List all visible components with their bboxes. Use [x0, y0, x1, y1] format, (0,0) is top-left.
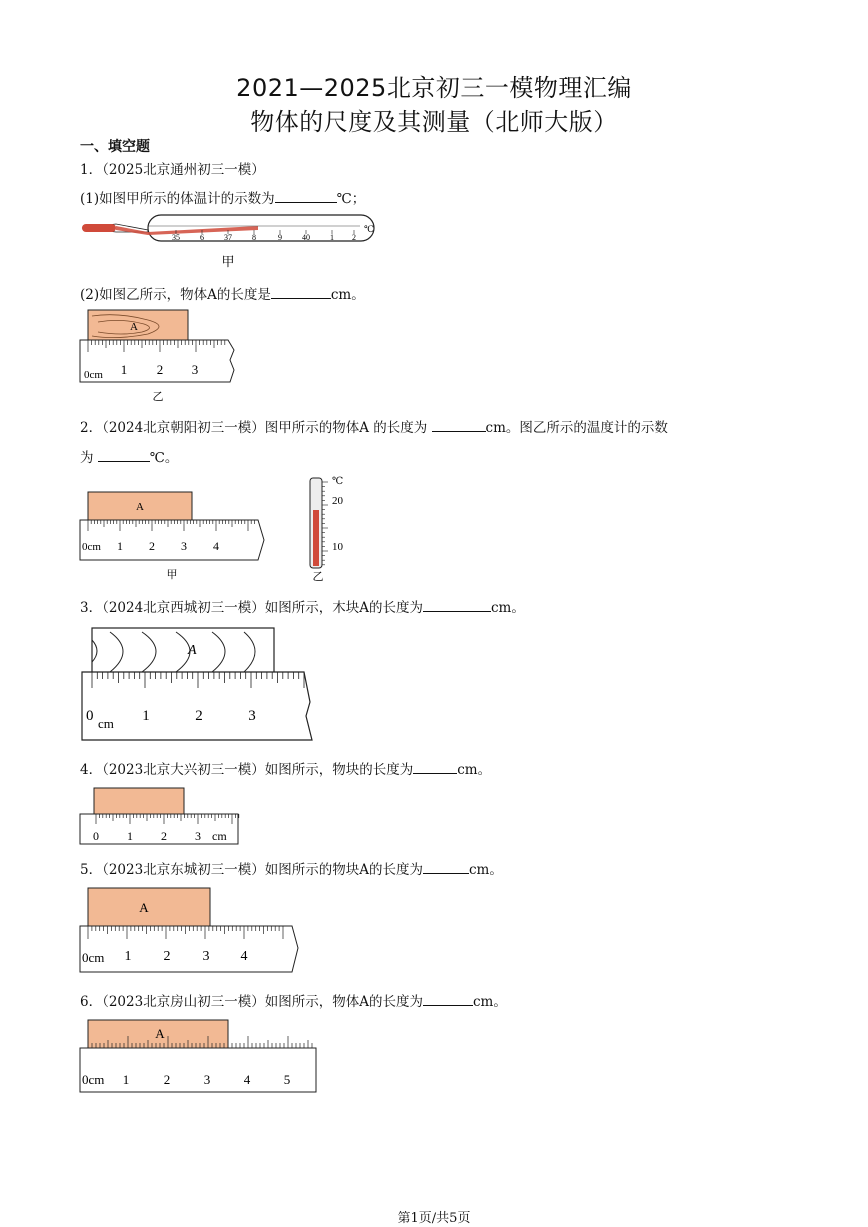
ruler-label: 2 [149, 539, 155, 553]
page-footer: 第1页/共5页 [397, 1211, 471, 1226]
thermo-tick-label: 8 [252, 233, 256, 242]
q6-text: 6．（2023北京房山初三一模）如图所示，物体A的长度为 [80, 994, 423, 1010]
thermo-tick-label: 1 [330, 233, 334, 242]
answer-blank [275, 189, 337, 203]
ruler-label: 4 [240, 949, 248, 964]
thermo-unit: ℃ [332, 476, 344, 487]
q4-ruler-figure [78, 784, 242, 848]
thermo-unit: ℃ [364, 224, 375, 234]
question-3 [80, 596, 525, 616]
ruler-label: 3 [202, 949, 210, 964]
ruler-label: 0cm [82, 1072, 105, 1087]
q3-ruler-figure [80, 626, 320, 744]
block-label: A [130, 321, 138, 333]
answer-blank [423, 992, 473, 1006]
ruler-label: 4 [243, 1072, 251, 1087]
ruler-label: 2 [156, 362, 164, 377]
q1-ruler-figure [78, 306, 238, 402]
ruler-label: 3 [191, 362, 199, 377]
unit-label: ℃； [336, 191, 366, 207]
answer-blank [413, 760, 457, 774]
thermo-tick-label: 37 [224, 233, 232, 242]
thermo-label: 20 [332, 495, 343, 507]
thermometer-liquid [313, 510, 319, 566]
ruler-label: 1 [117, 539, 123, 553]
ruler-label: 0cm [82, 541, 101, 553]
clinical-thermometer-figure [78, 212, 380, 272]
figure-caption: 甲 [166, 569, 178, 581]
ruler-label: 4 [213, 539, 219, 553]
q2-text-cont: cm。图乙所示的温度计的示数 [485, 420, 668, 436]
ruler-label: 2 [161, 829, 167, 843]
q1-part2-text: (2)如图乙所示，物体A的长度是 [80, 287, 271, 303]
question-1-part2 [80, 283, 365, 303]
ruler-label: 0cm [82, 950, 105, 965]
thermo-tick-label: 40 [302, 233, 310, 242]
block [94, 788, 184, 816]
figure-caption: 乙 [312, 571, 324, 583]
thermo-tick-label: 2 [352, 233, 356, 242]
block-label: A [188, 643, 197, 658]
block-label: A [136, 501, 144, 513]
unit-label: cm。 [472, 994, 507, 1010]
thermometer-bulb [82, 224, 116, 232]
ruler-label: 3 [203, 1072, 211, 1087]
figure-caption: 乙 [152, 391, 164, 402]
page-subtitle: 物体的尺度及其测量（北师大版） [250, 108, 618, 136]
ruler-label: 0 [93, 829, 99, 843]
ruler-label: 5 [283, 1072, 291, 1087]
ruler-label: 1 [127, 829, 133, 843]
q2-text: 为 [80, 450, 94, 466]
unit-label: ℃。 [149, 450, 179, 466]
thermo-label: 10 [332, 541, 343, 553]
section-heading: 一、填空题 [80, 139, 150, 155]
ruler-label: 2 [195, 708, 203, 724]
ruler-label: 2 [163, 1072, 171, 1087]
q2-text: 2．（2024北京朝阳初三一模）图甲所示的物体A 的长度为 [80, 420, 428, 436]
q5-ruler-figure [78, 884, 304, 978]
thermo-tick-label: 35 [172, 233, 180, 242]
ruler-label: 0 [86, 708, 94, 724]
ruler-label: 2 [163, 949, 171, 964]
q1-part1-text: (1)如图甲所示的体温计的示数为 [80, 191, 275, 207]
answer-blank [423, 598, 491, 612]
question-6 [80, 990, 507, 1010]
question-1-head: 1．（2025北京通州初三一模） [80, 162, 265, 178]
question-4 [80, 758, 491, 778]
question-2-line2 [80, 446, 178, 466]
ruler-label: 3 [181, 539, 187, 553]
block-label: A [155, 1026, 165, 1041]
ruler-label: 1 [122, 1072, 130, 1087]
unit-label: cm。 [457, 762, 492, 778]
q6-ruler-figure [78, 1016, 322, 1096]
unit-label: cm。 [330, 287, 365, 303]
ruler-label: cm [98, 716, 114, 731]
page-title: 2021—2025北京初三一模物理汇编 [236, 74, 632, 102]
q2-ruler-figure [78, 488, 268, 584]
ruler-label: 1 [142, 708, 150, 724]
answer-blank [423, 860, 469, 874]
block-a [88, 888, 210, 926]
ruler-label: 0cm [84, 369, 103, 381]
answer-blank [432, 418, 486, 432]
q3-text: 3．（2024北京西城初三一模）如图所示，木块A的长度为 [80, 600, 423, 616]
answer-blank [271, 285, 331, 299]
answer-blank [98, 448, 150, 462]
unit-label: cm。 [468, 862, 503, 878]
q2-thermometer-figure [298, 474, 358, 584]
figure-caption: 甲 [221, 254, 235, 269]
unit-label: cm。 [490, 600, 525, 616]
ruler-label: 1 [120, 362, 128, 377]
ruler-label: 3 [195, 829, 201, 843]
ruler-label: 3 [248, 708, 256, 724]
q5-text: 5．（2023北京东城初三一模）如图所示的物块A的长度为 [80, 862, 423, 878]
thermo-tick-label: 6 [200, 233, 204, 242]
q4-text: 4．（2023北京大兴初三一模）如图所示，物块的长度为 [80, 762, 414, 778]
thermo-tick-label: 9 [278, 233, 282, 242]
question-5 [80, 858, 503, 878]
question-2-line1 [80, 416, 668, 436]
ruler-label: cm [212, 829, 227, 843]
ruler-label: 1 [124, 949, 132, 964]
block-label: A [139, 900, 149, 915]
question-1-part1 [80, 187, 365, 207]
